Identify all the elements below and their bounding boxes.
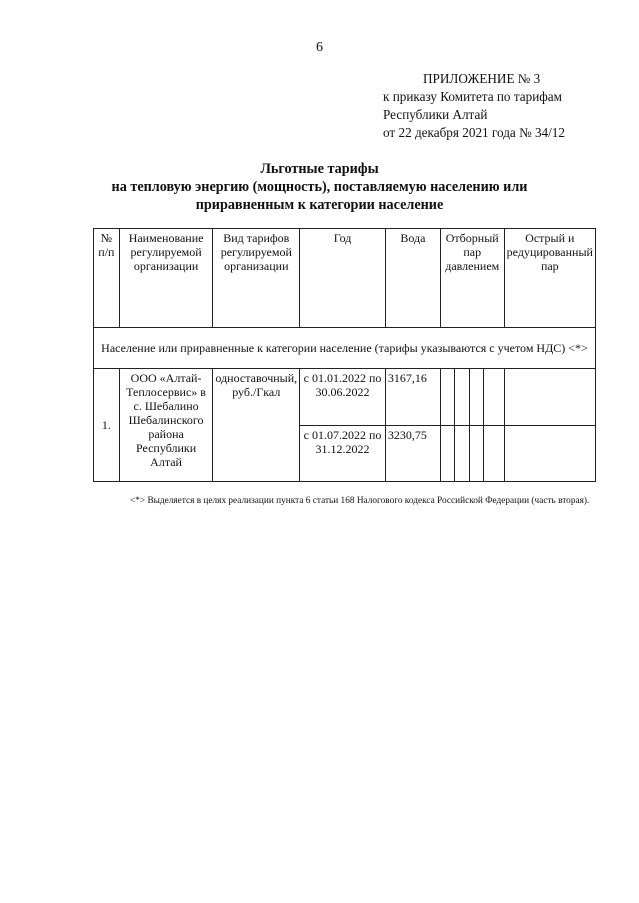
empty-cell <box>455 425 470 482</box>
appendix-order-ref: к приказу Комитета по тарифам <box>383 89 562 104</box>
row-num: 1. <box>94 369 120 482</box>
header-steam-reduced: Острый и редуцированный пар <box>504 229 595 328</box>
title-line-3: приравненным к категории население <box>195 197 444 213</box>
row-period-2: с 01.07.2022 по 31.12.2022 <box>300 425 386 482</box>
appendix-number: ПРИЛОЖЕНИЕ № 3 <box>423 71 541 86</box>
row-org: ООО «Алтай-Теплосервис» в с. Шебалино Шебалинского района Республики Алтай <box>119 369 213 482</box>
table-row <box>94 369 596 426</box>
title-line-1: Льготные тарифы <box>260 161 379 177</box>
empty-cell <box>440 369 455 426</box>
empty-cell <box>455 369 470 426</box>
header-year: Год <box>300 229 386 328</box>
header-num: № п/п <box>94 229 120 328</box>
empty-cell <box>440 425 455 482</box>
empty-cell <box>469 369 484 426</box>
group-row <box>94 328 596 369</box>
row-type: одноставочный, руб./Гкал <box>213 369 300 482</box>
empty-cell <box>469 425 484 482</box>
page-number: 6 <box>316 40 323 55</box>
row-period-1: с 01.01.2022 по 30.06.2022 <box>300 369 386 426</box>
empty-cell <box>504 425 595 482</box>
header-steam-selected: Отборный пар давлением <box>440 229 504 328</box>
empty-cell <box>484 369 504 426</box>
tariff-table <box>93 228 596 482</box>
header-water: Вода <box>385 229 440 328</box>
header-type: Вид тарифов регулируемой организации <box>213 229 300 328</box>
appendix-header <box>383 70 565 142</box>
appendix-region: Республики Алтай <box>383 107 488 122</box>
document-title <box>0 160 639 214</box>
header-org: Наименование регулируемой организации <box>119 229 213 328</box>
empty-cell <box>484 425 504 482</box>
empty-cell <box>504 369 595 426</box>
footnote: <*> Выделяется в целях реализации пункта 6 статьи 168 Налогового кодекса Российской Федерации (часть вторая). <box>130 496 590 506</box>
row-water-2: 3230,75 <box>385 425 440 482</box>
table-header-row <box>94 229 596 328</box>
row-water-1: 3167,16 <box>385 369 440 426</box>
appendix-date: от 22 декабря 2021 года № 34/12 <box>383 125 565 140</box>
title-line-2: на тепловую энергию (мощность), поставляемую населению или <box>111 179 528 195</box>
group-label: Население или приравненные к категории население (тарифы указываются с учетом НДС) <*> <box>94 328 596 369</box>
